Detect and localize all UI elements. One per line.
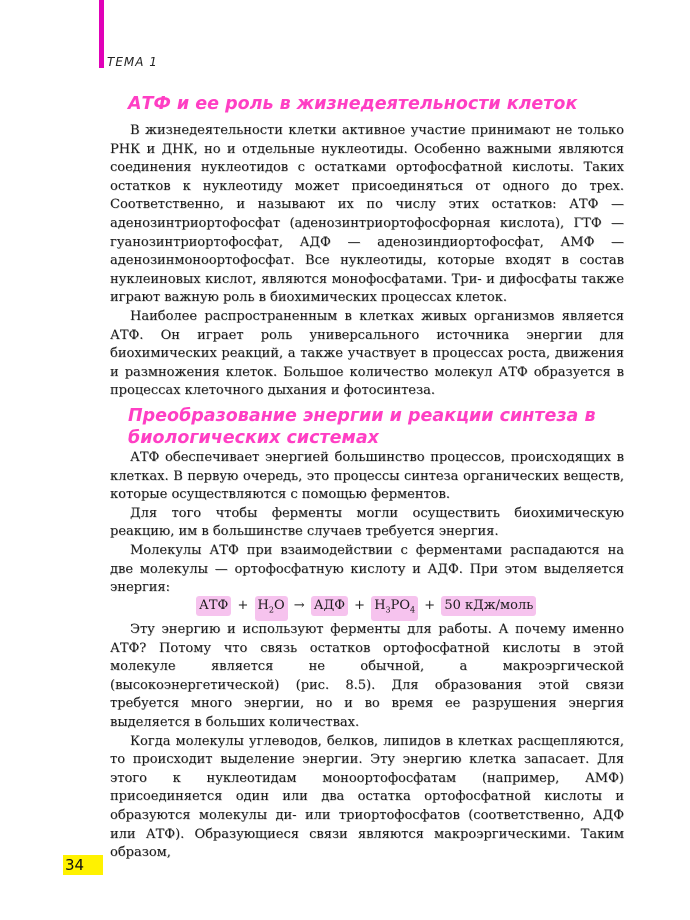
topic-label: ТЕМА 1 xyxy=(107,55,158,69)
section-body-energy-continued xyxy=(110,621,624,863)
section-body-energy-intro xyxy=(110,449,624,598)
paragraph: В жизнедеятельности клетки активное участие принимают не только РНК и ДНК, но и отдельные нуклеотиды. Особенно важными являются соединения нуклеотидов с остатками ортофосфатной кислоты. Таких остатков к нуклеотиду может присоединяться от одного до трех. Соответственно, и называют их по числу этих остатков: АТФ — аденозинтриортофосфат (аденозинтриортофосфорная кислота), ГТФ — гуанозинтриортофосфат, АДФ — аденозиндиортофосфат, АМФ — аденозинмоноортофосфат. Все нуклеотиды, которые входят в состав нуклеиновых кислот, являются монофосфатами. Три- и дифосфаты также играют важную роль в биохимических процессах клеток. xyxy=(110,123,624,306)
paragraph: Когда молекулы углеводов, белков, липидов в клетках расщепляются, то происходит выделение энергии. Эту энергию клетка запасает. Для этого к нуклеотидам моноортофосфатам (например, АМФ) присоединяется один или два остатка ортофосфатной кислоты и образуются молекулы ди- или триортофосфатов (соответственно, АДФ или АТФ). Образующиеся связи являются макроэргическими. Таким образом, xyxy=(110,733,624,861)
paragraph: АТФ обеспечивает энергией большинство процессов, происходящих в клетках. В первую очередь, это процессы синтеза органических веществ, которые осуществляются с помощью ферментов. xyxy=(110,450,624,503)
formula-adp: АДФ xyxy=(311,596,348,616)
reaction-arrow: → xyxy=(293,598,305,613)
plus-sign: + xyxy=(237,598,249,613)
paragraph: Наиболее распространенным в клетках живых организмов является АТФ. Он играет роль универсального источника энергии для биохимических реакций, а также участвует в процессах роста, движения и размножения клеток. Большое количество молекул АТФ образуется в процессах клеточного дыхания и фотосинтеза. xyxy=(110,308,624,399)
formula-phosphoric-acid: $H_3PO_4$ xyxy=(371,596,418,621)
section-heading-atp-role: АТФ и ее роль в жизнедеятельности клеток xyxy=(128,94,578,114)
formula-water: $H_2O$ xyxy=(255,596,288,621)
formula-atp: АТФ xyxy=(196,596,231,616)
paragraph: Для того чтобы ферменты могли осуществить биохимическую реакцию, им в большинстве случаев требуется энергия. xyxy=(110,505,624,540)
page-number: 34 xyxy=(63,855,103,875)
paragraph: Эту энергию и используют ферменты для работы. А почему именно АТФ? Потому что связь остатков ортофосфатной кислоты в этой молекуле является не обычной, а макроэргической (высокоэнергетической) (рис. 8.5). Для образования этой связи требуется много энергии, но и во время ее разрушения энергия выделяется в больших количествах. xyxy=(110,622,624,730)
paragraph: Молекулы АТФ при взаимодействии с ферментами распадаются на две молекулы — ортофосфатную кислоту и АДФ. При этом выделяется энергия: xyxy=(110,542,624,596)
plus-sign: + xyxy=(424,598,436,613)
margin-accent-bar xyxy=(99,0,104,68)
section-heading-energy-conversion: Преобразование энергии и реакции синтеза в биологических системах xyxy=(128,406,596,448)
atp-hydrolysis-equation xyxy=(196,596,536,621)
formula-energy: 50 кДж/моль xyxy=(441,596,536,616)
section-body-atp-role xyxy=(110,122,624,401)
plus-sign: + xyxy=(354,598,366,613)
